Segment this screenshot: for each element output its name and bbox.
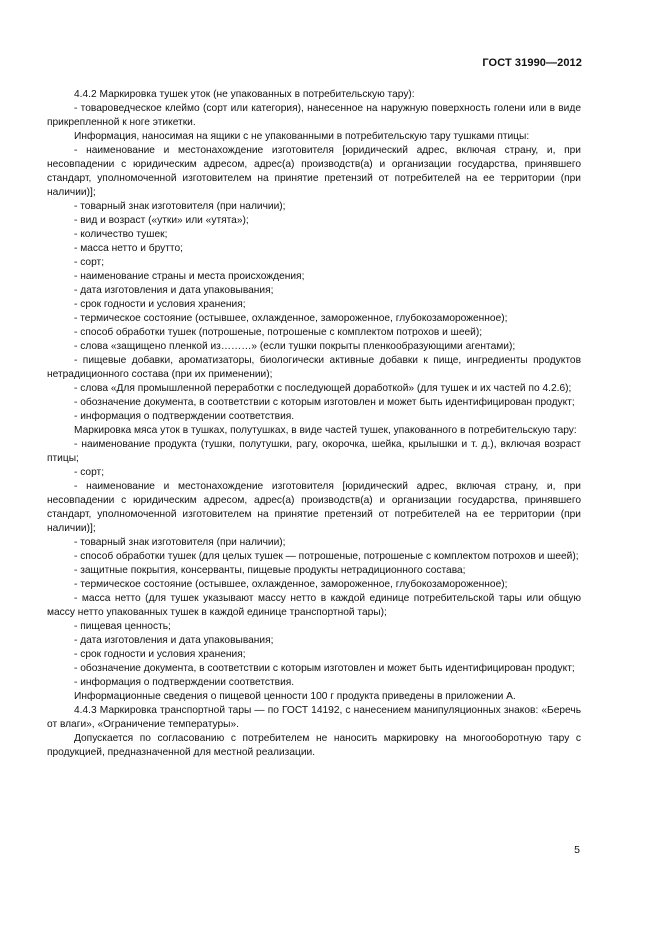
paragraph: - информация о подтверждении соответствия. [74, 677, 295, 688]
paragraph: - наименование страны и места происхождения; [74, 271, 305, 282]
document-body [47, 88, 581, 760]
paragraph: - товарный знак изготовителя (при наличии); [74, 537, 286, 548]
paragraph: - товарный знак изготовителя (при наличии); [74, 201, 286, 212]
paragraph: - наименование и местонахождение изготовителя [юридический адрес, включая страну, и, при несовпадении с юридическим адресом, адрес(а) производств(а) и организации государства, принявшего стандарт, уполномоченной изготовителем на принятие претензий от потребителей на ее территории (при наличии)]; [47, 481, 581, 534]
paragraph: - термическое состояние (остывшее, охлажденное, замороженное, глубокозамороженное); [74, 579, 508, 590]
paragraph: Информация, наносимая на ящики с не упакованными в потребительскую тару тушками птицы: [74, 131, 530, 142]
paragraph: - масса нетто и брутто; [74, 243, 183, 254]
paragraph: - термическое состояние (остывшее, охлажденное, замороженное, глубокозамороженное); [74, 313, 508, 324]
document-code: ГОСТ 31990—2012 [482, 57, 582, 69]
paragraph: - наименование и местонахождение изготовителя [юридический адрес, включая страну, и, при несовпадении с юридическим адресом, адрес(а) производств(а) и организации государства, принявшего стандарт, уполномоченной изготовителем на принятие претензий от потребителей на ее территории (при наличии)]; [47, 145, 581, 198]
paragraph: - наименование продукта (тушки, полутушки, рагу, окорочка, шейка, крылышки и т. д.), включая возраст птицы; [47, 439, 581, 464]
paragraph: - срок годности и условия хранения; [74, 299, 246, 310]
paragraph: Допускается по согласованию с потребителем не наносить маркировку на многооборотную тару с продукцией, предназначенной для местной реализации. [47, 733, 581, 758]
paragraph: - слова «Для промышленной переработки с последующей доработкой» (для тушек и их частей по 4.2.6); [74, 383, 572, 394]
paragraph: - товароведческое клеймо (сорт или категория), нанесенное на наружную поверхность голени или в виде прикрепленной к ноге этикетки. [47, 103, 581, 128]
paragraph: - информация о подтверждении соответствия. [74, 411, 295, 422]
paragraph: - вид и возраст («утки» или «утята»); [74, 215, 249, 226]
paragraph: - обозначение документа, в соответствии с которым изготовлен и может быть идентифицирован продукт; [74, 663, 575, 674]
paragraph: - пищевая ценность; [74, 621, 171, 632]
paragraph: - сорт; [74, 257, 105, 268]
paragraph: - способ обработки тушек (для целых тушек — потрошеные, потрошеные с комплектом потрохов и шеей); [74, 551, 579, 562]
paragraph: - обозначение документа, в соответствии с которым изготовлен и может быть идентифицирован продукт; [74, 397, 575, 408]
paragraph: - сорт; [74, 467, 105, 478]
paragraph: - слова «защищено пленкой из………» (если тушки покрыты пленкообразующими агентами); [74, 341, 516, 352]
paragraph: - дата изготовления и дата упаковывания; [74, 285, 274, 296]
paragraph: - пищевые добавки, ароматизаторы, биологически активные добавки к пище, ингредиенты продуктов нетрадиционного состава (при их применении); [47, 355, 581, 380]
paragraph: - количество тушек; [74, 229, 168, 240]
paragraph: - масса нетто (для тушек указывают массу нетто в каждой единице потребительской тары или общую массу нетто упакованных тушек в каждой единице транспортной тары); [47, 593, 581, 618]
paragraph: 4.4.2 Маркировка тушек уток (не упакованных в потребительскую тару): [74, 89, 415, 100]
paragraph: 4.4.3 Маркировка транспортной тары — по ГОСТ 14192, с нанесением манипуляционных знаков: «Беречь от влаги», «Ограничение температуры». [47, 705, 581, 730]
paragraph: Маркировка мяса уток в тушках, полутушках, в виде частей тушек, упакованного в потребительскую тару: [74, 425, 577, 436]
page-number: 5 [574, 844, 580, 856]
paragraph: Информационные сведения о пищевой ценности 100 г продукта приведены в приложении А. [74, 691, 516, 702]
paragraph: - срок годности и условия хранения; [74, 649, 246, 660]
paragraph: - защитные покрытия, консерванты, пищевые продукты нетрадиционного состава; [74, 565, 466, 576]
paragraph: - способ обработки тушек (потрошеные, потрошеные с комплектом потрохов и шеей); [74, 327, 483, 338]
paragraph: - дата изготовления и дата упаковывания; [74, 635, 274, 646]
